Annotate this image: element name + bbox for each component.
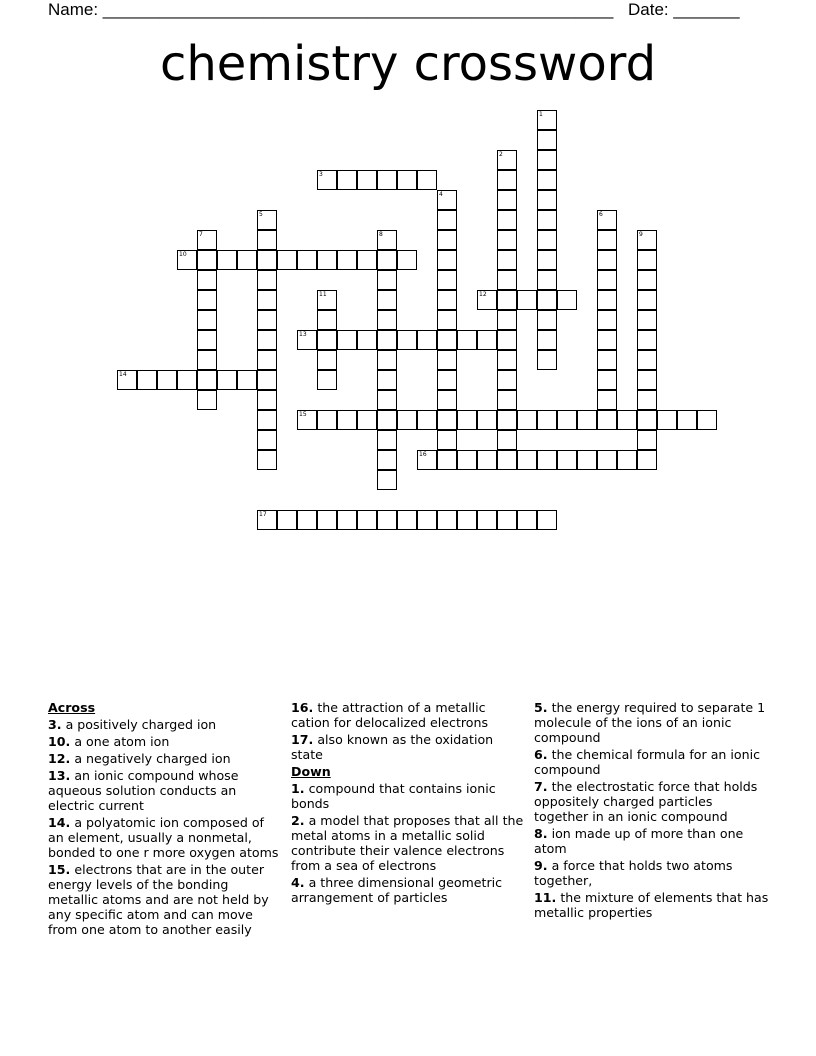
grid-cell[interactable] — [317, 250, 337, 270]
grid-cell[interactable] — [397, 170, 417, 190]
grid-cell[interactable] — [317, 370, 337, 390]
grid-cell[interactable] — [197, 270, 217, 290]
grid-cell[interactable] — [497, 410, 517, 430]
grid-cell[interactable] — [437, 230, 457, 250]
grid-cell[interactable] — [377, 430, 397, 450]
grid-cell[interactable] — [637, 390, 657, 410]
grid-cell[interactable] — [537, 290, 557, 310]
grid-cell[interactable] — [597, 450, 617, 470]
grid-cell[interactable] — [397, 330, 417, 350]
grid-cell[interactable] — [517, 510, 537, 530]
grid-cell[interactable] — [477, 410, 497, 430]
clue-number: 2 — [499, 151, 503, 158]
grid-cell[interactable] — [337, 250, 357, 270]
grid-cell[interactable] — [137, 370, 157, 390]
grid-cell[interactable] — [577, 410, 597, 430]
clue-number: 17 — [259, 511, 267, 518]
grid-cell[interactable] — [597, 310, 617, 330]
grid-cell[interactable] — [437, 330, 457, 350]
grid-cell[interactable] — [217, 370, 237, 390]
grid-cell[interactable] — [497, 190, 517, 210]
grid-cell[interactable] — [437, 210, 457, 230]
grid-cell[interactable] — [637, 250, 657, 270]
clue-down-9: 9. a force that holds two atoms together, — [534, 858, 733, 888]
grid-cell[interactable] — [297, 410, 317, 430]
grid-cell[interactable] — [557, 410, 577, 430]
grid-cell[interactable] — [637, 310, 657, 330]
grid-cell[interactable] — [337, 170, 357, 190]
grid-cell[interactable] — [357, 330, 377, 350]
grid-cell[interactable] — [317, 410, 337, 430]
clue-number: 10 — [179, 251, 187, 258]
clue-across-10: 10. a one atom ion — [48, 734, 170, 749]
grid-cell[interactable] — [377, 350, 397, 370]
grid-cell[interactable] — [637, 230, 657, 250]
grid-cell[interactable] — [477, 330, 497, 350]
clue-number: 7 — [199, 231, 203, 238]
grid-cell[interactable] — [497, 450, 517, 470]
grid-cell[interactable] — [397, 250, 417, 270]
grid-cell[interactable] — [477, 290, 497, 310]
grid-cell[interactable] — [197, 230, 217, 250]
grid-cell[interactable] — [257, 510, 277, 530]
grid-cell[interactable] — [317, 310, 337, 330]
grid-cell[interactable] — [377, 250, 397, 270]
clues-column-2 — [291, 700, 526, 907]
page-title: chemistry crossword — [159, 36, 657, 92]
grid-cell[interactable] — [497, 310, 517, 330]
down-heading: Down — [291, 764, 331, 779]
grid-cell[interactable] — [697, 410, 717, 430]
clue-number: 15 — [299, 411, 307, 418]
grid-cell[interactable] — [597, 370, 617, 390]
grid-cell[interactable] — [497, 290, 517, 310]
clue-down-8: 8. ion made up of more than one atom — [534, 826, 744, 856]
grid-cell[interactable] — [257, 430, 277, 450]
grid-cell[interactable] — [437, 190, 457, 210]
grid-cell[interactable] — [417, 330, 437, 350]
grid-cell[interactable] — [237, 370, 257, 390]
grid-cell[interactable] — [377, 450, 397, 470]
grid-cell[interactable] — [497, 150, 517, 170]
grid-cell[interactable] — [637, 350, 657, 370]
across-heading: Across — [48, 700, 96, 715]
grid-cell[interactable] — [437, 390, 457, 410]
grid-cell[interactable] — [257, 210, 277, 230]
grid-cell[interactable] — [357, 250, 377, 270]
grid-cell[interactable] — [437, 250, 457, 270]
grid-cell[interactable] — [537, 130, 557, 150]
clue-number: 12 — [479, 291, 487, 298]
grid-cell[interactable] — [457, 410, 477, 430]
clue-down-1: 1. compound that contains ionic bonds — [291, 781, 496, 811]
grid-cell[interactable] — [377, 410, 397, 430]
grid-cell[interactable] — [277, 510, 297, 530]
grid-cell[interactable] — [577, 450, 597, 470]
grid-cell[interactable] — [437, 430, 457, 450]
clue-across-16: 16. the attraction of a metallic cation for delocalized electrons — [291, 700, 489, 730]
grid-cell[interactable] — [357, 170, 377, 190]
clue-number: 1 — [539, 111, 543, 118]
clue-down-2: 2. a model that proposes that all the metal atoms in a metallic solid contribute their valence electrons from a sea of electrons — [291, 813, 524, 873]
grid-cell[interactable] — [537, 450, 557, 470]
clue-number: 8 — [379, 231, 383, 238]
grid-cell[interactable] — [177, 250, 197, 270]
clue-down-5: 5. the energy required to separate 1 molecule of the ions of an ionic compound — [534, 700, 766, 745]
grid-cell[interactable] — [537, 170, 557, 190]
grid-cell[interactable] — [637, 370, 657, 390]
clue-number: 16 — [419, 451, 427, 458]
grid-cell[interactable] — [537, 250, 557, 270]
grid-cell[interactable] — [597, 410, 617, 430]
grid-cell[interactable] — [377, 270, 397, 290]
grid-cell[interactable] — [617, 410, 637, 430]
clue-number: 5 — [259, 211, 263, 218]
clues-column-1 — [48, 700, 280, 939]
grid-cell[interactable] — [497, 510, 517, 530]
grid-cell[interactable] — [377, 510, 397, 530]
clue-number: 11 — [319, 291, 327, 298]
grid-cell[interactable] — [537, 310, 557, 330]
grid-cell[interactable] — [437, 310, 457, 330]
grid-cell[interactable] — [257, 370, 277, 390]
grid-cell[interactable] — [257, 310, 277, 330]
grid-cell[interactable] — [437, 290, 457, 310]
clue-number: 4 — [439, 191, 443, 198]
clue-down-4: 4. a three dimensional geometric arrangement of particles — [291, 875, 503, 905]
grid-cell[interactable] — [257, 450, 277, 470]
grid-cell[interactable] — [637, 450, 657, 470]
grid-cell[interactable] — [337, 410, 357, 430]
grid-cell[interactable] — [497, 270, 517, 290]
grid-cell[interactable] — [437, 410, 457, 430]
grid-cell[interactable] — [257, 270, 277, 290]
grid-cell[interactable] — [177, 370, 197, 390]
clue-across-15: 15. electrons that are in the outer energy levels of the bonding metallic atoms and are not held by any specific atom and can move from one atom to another easily — [48, 862, 269, 937]
grid-cell[interactable] — [637, 410, 657, 430]
grid-cell[interactable] — [437, 450, 457, 470]
grid-cell[interactable] — [257, 330, 277, 350]
grid-cell[interactable] — [637, 430, 657, 450]
grid-cell[interactable] — [197, 250, 217, 270]
grid-cell[interactable] — [497, 430, 517, 450]
grid-cell[interactable] — [317, 290, 337, 310]
grid-cell[interactable] — [517, 410, 537, 430]
grid-cell[interactable] — [537, 510, 557, 530]
grid-cell[interactable] — [597, 230, 617, 250]
grid-cell[interactable] — [377, 470, 397, 490]
grid-cell[interactable] — [497, 370, 517, 390]
grid-cell[interactable] — [597, 250, 617, 270]
clue-down-11: 11. the mixture of elements that has metallic properties — [534, 890, 769, 920]
grid-cell[interactable] — [377, 370, 397, 390]
grid-cell[interactable] — [597, 330, 617, 350]
grid-cell[interactable] — [537, 230, 557, 250]
grid-cell[interactable] — [497, 210, 517, 230]
grid-cell[interactable] — [437, 510, 457, 530]
grid-cell[interactable] — [637, 290, 657, 310]
clue-across-14: 14. a polyatomic ion composed of an element, usually a nonmetal, bonded to one r more oxygen atoms — [48, 815, 279, 860]
grid-cell[interactable] — [257, 290, 277, 310]
clue-across-17: 17. also known as the oxidation state — [291, 732, 494, 762]
grid-cell[interactable] — [537, 210, 557, 230]
grid-cell[interactable] — [377, 170, 397, 190]
clue-across-3: 3. a positively charged ion — [48, 717, 217, 732]
grid-cell[interactable] — [477, 450, 497, 470]
grid-cell[interactable] — [457, 450, 477, 470]
grid-cell[interactable] — [497, 230, 517, 250]
grid-cell[interactable] — [457, 330, 477, 350]
grid-cell[interactable] — [597, 350, 617, 370]
clue-across-13: 13. an ionic compound whose aqueous solution conducts an electric current — [48, 768, 239, 813]
clue-number: 6 — [599, 211, 603, 218]
date-field-label[interactable]: Date: _______ — [628, 0, 740, 19]
grid-cell[interactable] — [417, 410, 437, 430]
grid-cell[interactable] — [597, 390, 617, 410]
grid-cell[interactable] — [377, 310, 397, 330]
grid-cell[interactable] — [497, 330, 517, 350]
grid-cell[interactable] — [537, 270, 557, 290]
clue-down-7: 7. the electrostatic force that holds oppositely charged particles together in an ionic compound — [534, 779, 758, 824]
grid-cell[interactable] — [597, 290, 617, 310]
grid-cell[interactable] — [537, 330, 557, 350]
grid-cell[interactable] — [317, 350, 337, 370]
grid-cell[interactable] — [437, 370, 457, 390]
grid-cell[interactable] — [297, 330, 317, 350]
grid-cell[interactable] — [197, 330, 217, 350]
grid-cell[interactable] — [377, 230, 397, 250]
grid-cell[interactable] — [237, 250, 257, 270]
grid-cell[interactable] — [557, 290, 577, 310]
grid-cell[interactable] — [257, 230, 277, 250]
grid-cell[interactable] — [377, 330, 397, 350]
grid-cell[interactable] — [497, 350, 517, 370]
grid-cell[interactable] — [277, 250, 297, 270]
grid-cell[interactable] — [417, 450, 437, 470]
grid-cell[interactable] — [377, 290, 397, 310]
grid-cell[interactable] — [637, 270, 657, 290]
grid-cell[interactable] — [317, 170, 337, 190]
grid-cell[interactable] — [537, 110, 557, 130]
grid-cell[interactable] — [257, 410, 277, 430]
grid-cell[interactable] — [197, 350, 217, 370]
grid-cell[interactable] — [537, 410, 557, 430]
clue-down-6: 6. the chemical formula for an ionic compound — [534, 747, 761, 777]
grid-cell[interactable] — [297, 250, 317, 270]
grid-cell[interactable] — [157, 370, 177, 390]
grid-cell[interactable] — [257, 250, 277, 270]
grid-cell[interactable] — [217, 250, 237, 270]
grid-cell[interactable] — [197, 290, 217, 310]
grid-cell[interactable] — [117, 370, 137, 390]
grid-cell[interactable] — [517, 290, 537, 310]
grid-cell[interactable] — [377, 390, 397, 410]
clues-column-3 — [534, 700, 769, 922]
grid-cell[interactable] — [417, 510, 437, 530]
clue-number: 3 — [319, 171, 323, 178]
grid-cell[interactable] — [297, 510, 317, 530]
grid-cell[interactable] — [397, 510, 417, 530]
grid-cell[interactable] — [397, 410, 417, 430]
name-field-label[interactable]: Name: ______________________________________________________ — [48, 0, 614, 19]
grid-cell[interactable] — [517, 450, 537, 470]
grid-cell[interactable] — [437, 350, 457, 370]
grid-cell[interactable] — [417, 170, 437, 190]
clue-number: 14 — [119, 371, 127, 378]
grid-cell[interactable] — [497, 250, 517, 270]
clue-number: 9 — [639, 231, 643, 238]
grid-cell[interactable] — [257, 390, 277, 410]
grid-cell[interactable] — [637, 330, 657, 350]
grid-cell[interactable] — [617, 450, 637, 470]
grid-cell[interactable] — [317, 330, 337, 350]
grid-cell[interactable] — [597, 210, 617, 230]
grid-cell[interactable] — [317, 510, 337, 530]
clue-across-12: 12. a negatively charged ion — [48, 751, 231, 766]
clue-number: 13 — [299, 331, 307, 338]
grid-cell[interactable] — [677, 410, 697, 430]
grid-cell[interactable] — [497, 390, 517, 410]
grid-cell[interactable] — [257, 350, 277, 370]
grid-cell[interactable] — [357, 410, 377, 430]
grid-cell[interactable] — [197, 370, 217, 390]
grid-cell[interactable] — [597, 270, 617, 290]
grid-cell[interactable] — [557, 450, 577, 470]
grid-cell[interactable] — [537, 150, 557, 170]
grid-cell[interactable] — [657, 410, 677, 430]
grid-cell[interactable] — [337, 510, 357, 530]
grid-cell[interactable] — [537, 350, 557, 370]
grid-cell[interactable] — [477, 510, 497, 530]
grid-cell[interactable] — [337, 330, 357, 350]
grid-cell[interactable] — [537, 190, 557, 210]
grid-cell[interactable] — [197, 310, 217, 330]
grid-cell[interactable] — [357, 510, 377, 530]
grid-cell[interactable] — [197, 390, 217, 410]
grid-cell[interactable] — [457, 510, 477, 530]
grid-cell[interactable] — [437, 270, 457, 290]
grid-cell[interactable] — [497, 170, 517, 190]
